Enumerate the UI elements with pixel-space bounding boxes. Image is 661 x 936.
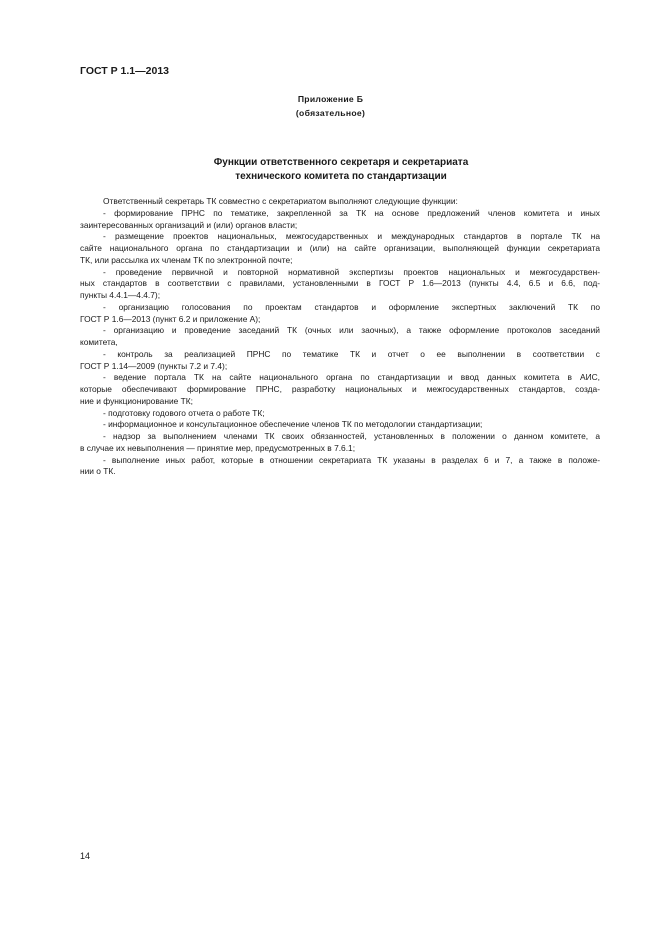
document-code-header: ГОСТ Р 1.1—2013	[80, 65, 170, 77]
section-title-line-2: технического комитета по стандартизации	[235, 171, 447, 182]
paragraph-line: ние и функционирование ТК;	[80, 395, 193, 406]
paragraph-line: Ответственный секретарь ТК совместно с секретариатом выполняют следующие функции:	[103, 196, 458, 206]
body-text	[80, 196, 600, 478]
paragraph-line: ГОСТ Р 1.14—2009 (пункты 7.2 и 7.4);	[80, 360, 228, 371]
paragraph-line: комитета,	[80, 337, 118, 347]
paragraph	[80, 419, 600, 431]
paragraph-line: - организацию и проведение заседаний ТК (очных или заочных), а также оформление протоколов заседаний	[103, 325, 600, 336]
paragraph-line: - проведение первичной и повторной нормативной экспертизы проектов национальных и межгосударствен-	[103, 266, 600, 277]
section-title	[0, 156, 661, 184]
paragraph-line: пункты 4.4.1—4.4.7);	[80, 290, 161, 300]
paragraph	[80, 455, 600, 479]
paragraph	[80, 302, 600, 326]
paragraph	[80, 208, 600, 232]
paragraph-line: - контроль за реализацией ПРНС по тематике ТК и отчет о ее выполнении в соответствии с	[103, 348, 600, 359]
paragraph-line: - размещение проектов национальных, межгосударственных и международных стандартов в портале ТК на	[103, 231, 600, 242]
annex-label: Приложение Б	[297, 94, 364, 104]
paragraph-line: - организацию голосования по проектам стандартов и оформление экспертных заключений ТК по	[103, 301, 600, 312]
paragraph	[80, 196, 600, 208]
paragraph	[80, 431, 600, 455]
paragraph	[80, 349, 600, 373]
paragraph-line: в случае их невыполнения — принятие мер, предусмотренных в 7.6.1;	[80, 442, 356, 453]
annex-status: (обязательное)	[295, 108, 366, 118]
paragraph	[80, 267, 600, 302]
paragraph-line: ГОСТ Р 1.6—2013 (пункт 6.2 и приложение А);	[80, 313, 261, 324]
paragraph	[80, 372, 600, 407]
paragraph-line: ных стандартов в соответствии с правилами, установленными в ГОСТ Р 1.6—2013 (пункты 4.4, 6.5 и 6.6, под-	[80, 278, 600, 289]
paragraph-line: - формирование ПРНС по тематике, закрепленной за ТК на основе предложений членов комитета и иных	[103, 207, 600, 218]
paragraph-line: нии о ТК.	[80, 466, 116, 477]
paragraph-line: - информационное и консультационное обеспечение членов ТК по методологии стандартизации;	[103, 419, 483, 430]
page-number: 14	[80, 851, 91, 861]
paragraph-line: ТК, или рассылка их членам ТК по электронной почте;	[80, 254, 293, 265]
paragraph-line: заинтересованных организаций и (или) органов власти;	[80, 219, 298, 230]
paragraph	[80, 231, 600, 266]
paragraph-line: которые обеспечивают формирование ПРНС, разработку национальных и межгосударственных стандартов, созда-	[80, 384, 600, 394]
paragraph	[80, 325, 600, 349]
paragraph-line: - ведение портала ТК на сайте национального органа по стандартизации и ввод данных комитета в АИС,	[103, 372, 600, 383]
paragraph-line: - подготовку годового отчета о работе ТК;	[103, 407, 265, 418]
paragraph-line: сайте национального органа по стандартизации и (или) на сайте организации, выполняющей функции секретариата	[80, 243, 600, 253]
paragraph-line: - надзор за выполнением членами ТК своих обязанностей, установленных в положении о данном комитете, а	[103, 431, 600, 441]
paragraph-line: - выполнение иных работ, которые в отношении секретариата ТК указаны в разделах 6 и 7, а также в положе-	[103, 454, 600, 465]
paragraph	[80, 408, 600, 420]
section-title-line-1: Функции ответственного секретаря и секретариата	[213, 157, 469, 168]
